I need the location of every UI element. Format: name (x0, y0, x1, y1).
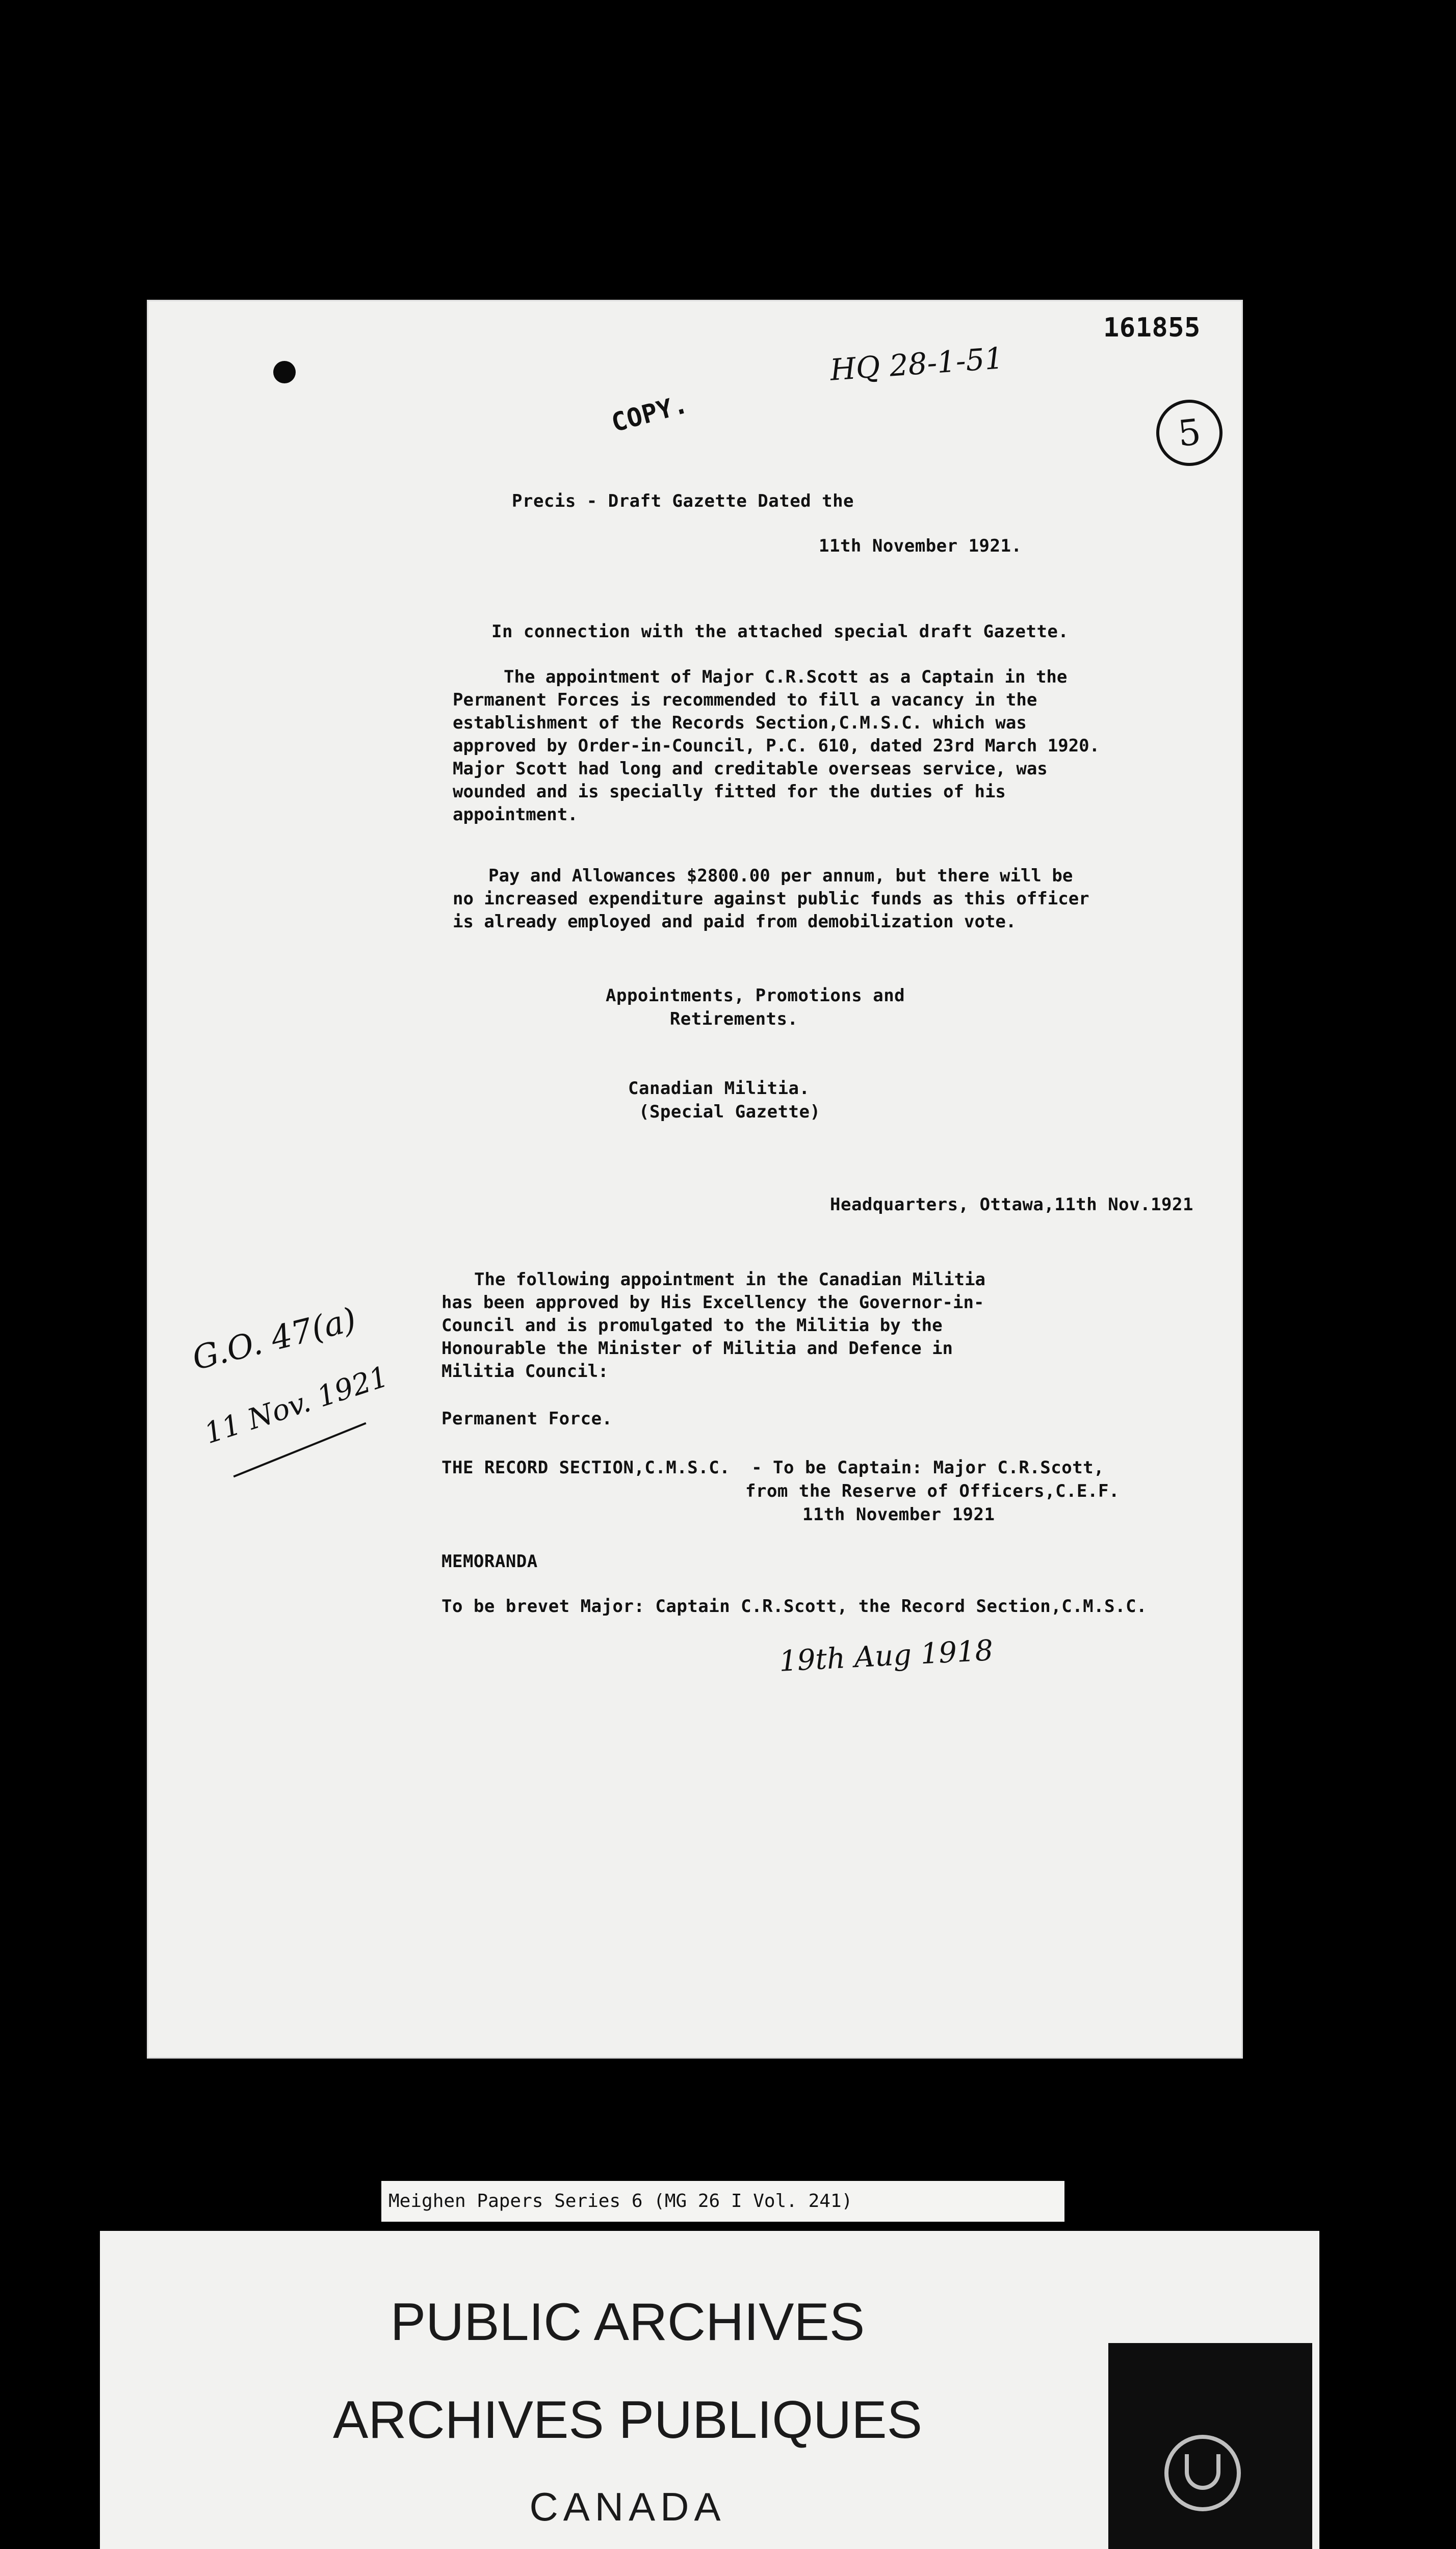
punch-hole (273, 361, 296, 383)
handwritten-margin-date: 11 Nov. 1921 (200, 1360, 393, 1451)
file-reference: HQ 28-1-51 (829, 341, 1005, 387)
archives-logo-panel (1108, 2343, 1312, 2549)
permanent-force: Permanent Force. (441, 1409, 613, 1429)
document-page (147, 300, 1243, 2059)
handwritten-date: 19th Aug 1918 (778, 1634, 994, 1678)
paragraph-following: The following appointment in the Canadian Militia has been approved by His Excellency the Governor-in- Council and is promulgated to the Militia by the Honourable the Minister of Militia and Defence in Militia Council: (441, 1269, 986, 1382)
handwritten-order-ref: G.O. 47(a) (188, 1300, 360, 1378)
document-number: 161855 (1103, 313, 1201, 343)
intro-line: In connection with the attached special draft Gazette. (491, 621, 1069, 642)
headquarters-line: Headquarters, Ottawa,11th Nov.1921 (830, 1194, 1193, 1215)
paragraph-appointment: The appointment of Major C.R.Scott as a Captain in the Permanent Forces is recommended to fill a vacancy in the establishment of the Records Section,C.M.S.C. which was approved by Order-in-Council, P.C. 610, dated 23rd March 1920. Major Scott had long and creditable overseas service, was wounded and is specially fitted for the duties of his appointment. (453, 667, 1100, 825)
archives-logo-icon (1164, 2435, 1241, 2511)
precis-date: 11th November 1921. (819, 536, 1022, 556)
record-section-date: 11th November 1921 (802, 1504, 995, 1525)
copy-stamp: COPY. (608, 389, 691, 438)
precis-title: Precis - Draft Gazette Dated the (512, 491, 854, 511)
circled-number: 5 (1153, 397, 1226, 470)
paragraph-pay: Pay and Allowances $2800.00 per annum, but there will be no increased expenditure against public funds as this officer is already employed and paid from demobilization vote. (453, 866, 1089, 932)
stamp-line-canada: CANADA (529, 2484, 726, 2529)
archive-series-label: Meighen Papers Series 6 (MG 26 I Vol. 241) (381, 2181, 1064, 2222)
brevet-line: To be brevet Major: Captain C.R.Scott, the Record Section,C.M.S.C. (441, 1596, 1148, 1617)
record-section-line-2: from the Reserve of Officers,C.E.F. (745, 1481, 1120, 1501)
heading-appointments: Appointments, Promotions and Retirements. (606, 985, 905, 1029)
memoranda-heading: MEMORANDA (441, 1551, 538, 1572)
stamp-line-archives-publiques: ARCHIVES PUBLIQUES (333, 2390, 922, 2450)
stamp-line-public-archives: PUBLIC ARCHIVES (390, 2293, 865, 2352)
heading-militia: Canadian Militia. (Special Gazette) (628, 1078, 821, 1122)
record-section-line: THE RECORD SECTION,C.M.S.C. - To be Captain: Major C.R.Scott, (441, 1458, 1105, 1478)
